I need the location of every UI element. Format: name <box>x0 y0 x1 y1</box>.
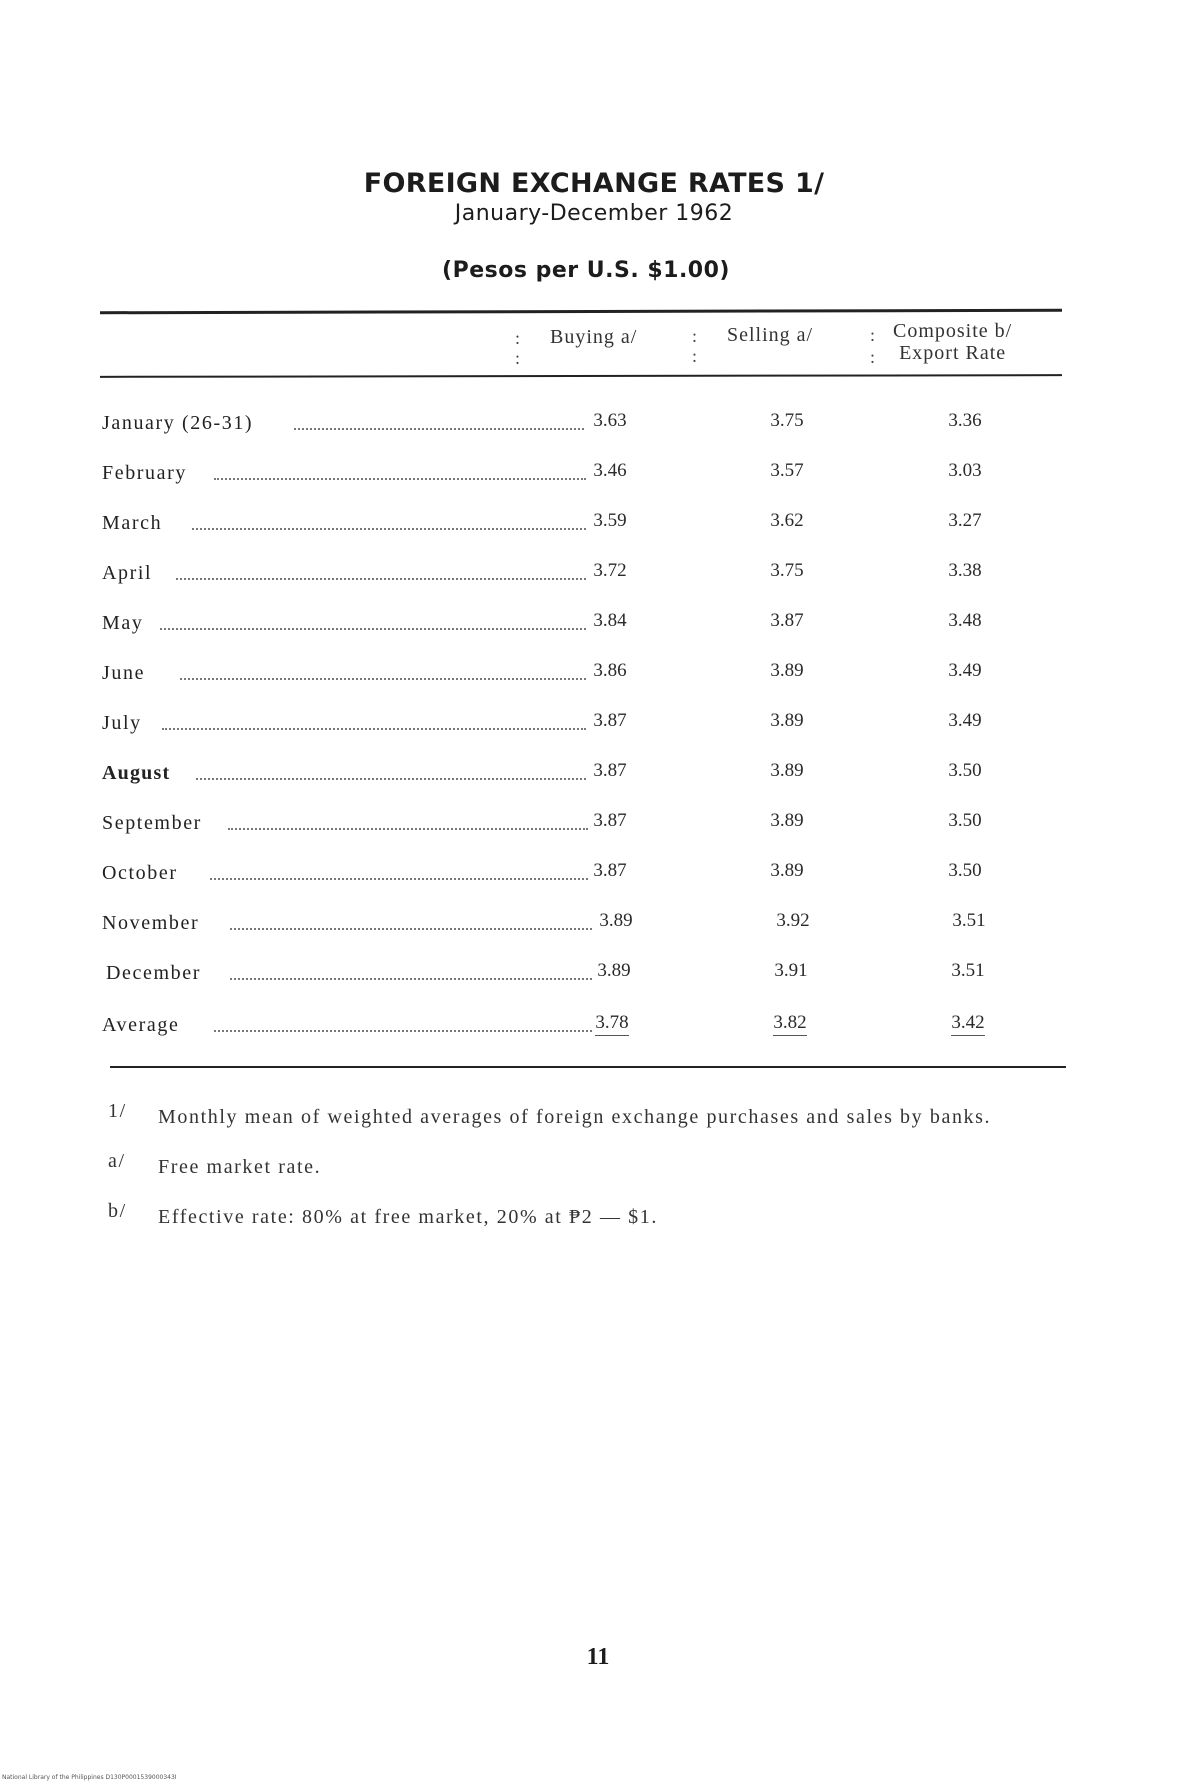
buying-value: 3.86 <box>593 660 627 681</box>
buying-value: 3.87 <box>593 710 627 731</box>
table-row <box>102 612 1002 642</box>
row-label: March <box>102 512 163 534</box>
selling-value: 3.87 <box>770 610 804 631</box>
column-header-composite-line2: Export Rate <box>899 342 1007 364</box>
composite-value: 3.03 <box>948 460 982 481</box>
table-row <box>102 912 1002 942</box>
archive-stamp: National Library of the Philippines D130P0001539000343I <box>2 1774 177 1781</box>
table-row <box>102 762 1002 792</box>
composite-value: 3.50 <box>948 860 982 881</box>
table-row <box>102 812 1002 842</box>
footnote-key: b/ <box>108 1200 127 1222</box>
buying-value: 3.89 <box>599 910 633 931</box>
table-row <box>102 962 1002 992</box>
dot-leader <box>228 828 588 830</box>
selling-value: 3.92 <box>776 910 810 931</box>
buying-average-cell <box>582 1012 642 1034</box>
dot-leader <box>214 1030 592 1032</box>
dot-leader <box>230 978 592 980</box>
column-header-composite-line1: Composite b/ <box>893 320 1013 342</box>
footnote-text: Free market rate. <box>158 1156 322 1178</box>
table-row <box>102 512 1002 542</box>
column-separator: : : <box>870 325 876 367</box>
selling-average-cell <box>760 1012 820 1034</box>
dot-leader <box>192 528 586 530</box>
page-number: 11 <box>586 1644 610 1670</box>
buying-value: 3.87 <box>593 860 627 881</box>
row-label: July <box>102 712 142 734</box>
composite-value: 3.38 <box>948 560 982 581</box>
row-label: August <box>102 762 171 784</box>
buying-value: 3.63 <box>593 410 627 431</box>
buying-value: 3.84 <box>593 610 627 631</box>
row-label: September <box>102 812 202 834</box>
footnote-text: Monthly mean of weighted averages of foreign exchange purchases and sales by banks. <box>158 1106 992 1128</box>
table-top-rule <box>100 309 1062 315</box>
composite-average-cell <box>938 1012 998 1034</box>
selling-value: 3.89 <box>770 760 804 781</box>
composite-value: 3.27 <box>948 510 982 531</box>
dot-leader <box>196 778 586 780</box>
composite-value: 3.49 <box>948 710 982 731</box>
column-separator: : : <box>515 328 521 368</box>
page-title: FOREIGN EXCHANGE RATES 1/ <box>363 168 825 199</box>
selling-value: 3.89 <box>770 660 804 681</box>
dot-leader <box>162 728 586 730</box>
table-header-rule <box>100 374 1062 378</box>
selling-value: 3.82 <box>773 1012 806 1036</box>
composite-value: 3.50 <box>948 810 982 831</box>
composite-value: 3.49 <box>948 660 982 681</box>
dot-leader <box>214 478 586 480</box>
selling-value: 3.57 <box>770 460 804 481</box>
page-subtitle: January-December 1962 <box>454 201 734 226</box>
row-label: Average <box>102 1014 180 1036</box>
dot-leader <box>180 678 586 680</box>
composite-value: 3.48 <box>948 610 982 631</box>
column-header-buying: Buying a/ <box>550 326 638 348</box>
buying-value: 3.72 <box>593 560 627 581</box>
column-header-selling: Selling a/ <box>727 324 814 346</box>
buying-value: 3.87 <box>593 810 627 831</box>
composite-value: 3.42 <box>951 1012 984 1036</box>
selling-value: 3.89 <box>770 810 804 831</box>
units-caption: (Pesos per U.S. $1.00) <box>442 258 730 283</box>
title-block <box>0 168 1204 226</box>
row-label: December <box>106 962 201 984</box>
table-row <box>102 662 1002 692</box>
row-label: April <box>102 562 153 584</box>
selling-value: 3.75 <box>770 410 804 431</box>
footnote-key: 1/ <box>108 1100 127 1122</box>
footnote <box>108 1200 1068 1234</box>
footnote-key: a/ <box>108 1150 126 1172</box>
column-header-composite <box>893 320 1012 364</box>
table-bottom-rule <box>110 1066 1066 1068</box>
composite-value: 3.51 <box>951 960 985 981</box>
buying-value: 3.89 <box>597 960 631 981</box>
buying-value: 3.46 <box>593 460 627 481</box>
table-row <box>102 562 1002 592</box>
selling-value: 3.91 <box>774 960 808 981</box>
row-label: January (26-31) <box>102 412 254 434</box>
column-separator: : : <box>692 326 698 366</box>
buying-value: 3.87 <box>593 760 627 781</box>
buying-value: 3.59 <box>593 510 627 531</box>
composite-value: 3.36 <box>948 410 982 431</box>
row-label: October <box>102 862 178 884</box>
selling-value: 3.89 <box>770 710 804 731</box>
footnote <box>108 1100 1068 1134</box>
dot-leader <box>160 628 586 630</box>
row-label: November <box>102 912 200 934</box>
footnote-text: Effective rate: 80% at free market, 20% at ₱2 — $1. <box>158 1206 658 1228</box>
table-row <box>102 462 1002 492</box>
row-label: June <box>102 662 146 684</box>
table-row <box>102 862 1002 892</box>
row-label: May <box>102 612 144 634</box>
selling-value: 3.62 <box>770 510 804 531</box>
selling-value: 3.89 <box>770 860 804 881</box>
table-row <box>102 712 1002 742</box>
buying-value: 3.78 <box>595 1012 628 1036</box>
dot-leader <box>230 928 592 930</box>
table-row <box>102 412 1002 442</box>
footnotes <box>108 1100 1068 1250</box>
dot-leader <box>210 878 588 880</box>
composite-value: 3.50 <box>948 760 982 781</box>
row-label: February <box>102 462 187 484</box>
composite-value: 3.51 <box>952 910 986 931</box>
dot-leader <box>176 578 586 580</box>
selling-value: 3.75 <box>770 560 804 581</box>
footnote <box>108 1150 1068 1184</box>
table-row-average <box>102 1014 1002 1044</box>
dot-leader <box>294 428 584 430</box>
